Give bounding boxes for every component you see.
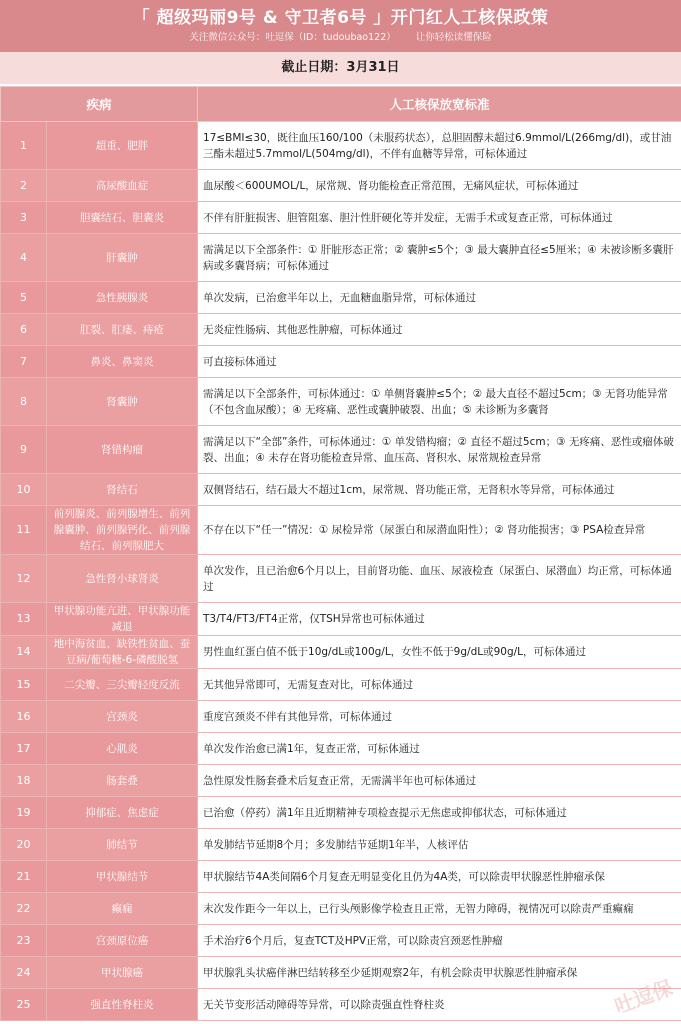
table-header-row [1, 87, 681, 122]
row-number: 8 [1, 378, 47, 426]
relaxed-standard: 需满足以下全部条件：① 肝脏形态正常；② 囊肿≤5个；③ 最大囊肿直径≤5厘米；④ 未被诊断多囊肝病或多囊肾病；可标体通过 [198, 234, 681, 282]
table-row [1, 234, 681, 282]
disease-name: 癫痫 [47, 893, 198, 925]
header [0, 0, 681, 52]
relaxed-standard: 已治愈（停药）满1年且近期精神专项检查提示无焦虑或抑郁状态，可标体通过 [198, 797, 681, 829]
subtitle-slogan: 让你轻松读懂保险 [415, 32, 492, 43]
table-row [1, 765, 681, 797]
row-number: 5 [1, 282, 47, 314]
table-row [1, 989, 681, 1021]
row-number: 23 [1, 925, 47, 957]
row-number: 7 [1, 346, 47, 378]
row-number: 25 [1, 989, 47, 1021]
relaxed-standard: 手术治疗6个月后，复查TCT及HPV正常，可以除责宫颈恶性肿瘤 [198, 925, 681, 957]
header-disease: 疾病 [1, 87, 198, 122]
table-row [1, 282, 681, 314]
watermark-logo: 吐逗保 [611, 975, 676, 1019]
table-body [1, 122, 681, 1021]
table-row [1, 957, 681, 989]
row-number: 21 [1, 861, 47, 893]
disease-name: 肾结石 [47, 474, 198, 506]
relaxed-standard: 甲状腺结节4A类间隔6个月复查无明显变化且仍为4A类，可以除责甲状腺恶性肿瘤承保 [198, 861, 681, 893]
table-row [1, 122, 681, 170]
table-row [1, 893, 681, 925]
disease-name: 甲状腺功能亢进、甲状腺功能减退 [47, 603, 198, 636]
table-row [1, 925, 681, 957]
row-number: 16 [1, 701, 47, 733]
table-row [1, 636, 681, 669]
disease-name: 肾错构瘤 [47, 426, 198, 474]
disease-name: 强直性脊柱炎 [47, 989, 198, 1021]
disease-name: 地中海贫血、缺铁性贫血、蚕豆病/葡萄糖-6-磷酸脱氢 [47, 636, 198, 669]
table-row [1, 733, 681, 765]
page-title: 「 超级玛丽9号 & 守卫者6号 」开门红人工核保政策 [132, 8, 549, 28]
disease-name: 急性胰腺炎 [47, 282, 198, 314]
table-row [1, 314, 681, 346]
table-row [1, 555, 681, 603]
table-row [1, 378, 681, 426]
disease-name: 肝囊肿 [47, 234, 198, 282]
relaxed-standard: 男性血红蛋白值不低于10g/dL或100g/L，女性不低于9g/dL或90g/L，可标体通过 [198, 636, 681, 669]
row-number: 18 [1, 765, 47, 797]
row-number: 20 [1, 829, 47, 861]
row-number: 6 [1, 314, 47, 346]
relaxed-standard: 单次发作治愈已满1年，复查正常，可标体通过 [198, 733, 681, 765]
relaxed-standard: 重度宫颈炎不伴有其他异常，可标体通过 [198, 701, 681, 733]
disease-name: 抑郁症、焦虑症 [47, 797, 198, 829]
disease-name: 甲状腺结节 [47, 861, 198, 893]
table-row [1, 797, 681, 829]
table-row [1, 474, 681, 506]
disease-name: 肺结节 [47, 829, 198, 861]
row-number: 11 [1, 506, 47, 555]
relaxed-standard: 双侧肾结石，结石最大不超过1cm，尿常规、肾功能正常，无肾积水等异常，可标体通过 [198, 474, 681, 506]
table-row [1, 170, 681, 202]
row-number: 13 [1, 603, 47, 636]
row-number: 4 [1, 234, 47, 282]
relaxed-standard: 无炎症性肠病、其他恶性肿瘤，可标体通过 [198, 314, 681, 346]
relaxed-standard: 17≤BMI≤30，既往血压160/100（未服药状态），总胆固醇未超过6.9mmol/L(266mg/dl)，或甘油三酯未超过5.7mmol/L(504mg/dl)，不伴有血糖等异常，可标体通过 [198, 122, 681, 170]
disease-name: 鼻炎、鼻窦炎 [47, 346, 198, 378]
relaxed-standard: T3/T4/FT3/FT4正常，仅TSH异常也可标体通过 [198, 603, 681, 636]
table-row [1, 861, 681, 893]
relaxed-standard: 需满足以下“全部”条件，可标体通过：① 单发错构瘤；② 直径不超过5cm；③ 无疼痛、恶性或瘤体破裂、出血；④ 未存在肾功能检查异常、血压高、肾积水、尿常规检查异常 [198, 426, 681, 474]
disease-name: 肛裂、肛瘘、痔疮 [47, 314, 198, 346]
disease-name: 心肌炎 [47, 733, 198, 765]
row-number: 2 [1, 170, 47, 202]
disease-name: 宫颈原位癌 [47, 925, 198, 957]
relaxed-standard: 无其他异常即可，无需复查对比，可标体通过 [198, 669, 681, 701]
relaxed-standard: 血尿酸＜600UMOL/L，尿常规、肾功能检查正常范围，无痛风症状，可标体通过 [198, 170, 681, 202]
relaxed-standard: 无关节变形活动障碍等异常，可以除责强直性脊柱炎 [198, 989, 681, 1021]
relaxed-standard: 甲状腺乳头状癌伴淋巴结转移至少延期观察2年，有机会除责甲状腺恶性肿瘤承保 [198, 957, 681, 989]
table-row [1, 202, 681, 234]
row-number: 9 [1, 426, 47, 474]
underwriting-table [0, 86, 681, 1021]
relaxed-standard: 单发肺结节延期8个月；多发肺结节延期1年半，人核评估 [198, 829, 681, 861]
row-number: 14 [1, 636, 47, 669]
disease-name: 肾囊肿 [47, 378, 198, 426]
table-row [1, 669, 681, 701]
deadline-banner: 截止日期：3月31日 [0, 52, 681, 86]
disease-name: 超重、肥胖 [47, 122, 198, 170]
disease-name: 宫颈炎 [47, 701, 198, 733]
row-number: 22 [1, 893, 47, 925]
disease-name: 急性肾小球肾炎 [47, 555, 198, 603]
relaxed-standard: 需满足以下全部条件，可标体通过：① 单侧肾囊肿≤5个；② 最大直径不超过5cm；③ 无肾功能异常（不包含血尿酸）；④ 无疼痛、恶性或囊肿破裂、出血；⑤ 未诊断为多囊肾 [198, 378, 681, 426]
row-number: 1 [1, 122, 47, 170]
relaxed-standard: 单次发病，已治愈半年以上，无血糖血脂异常，可标体通过 [198, 282, 681, 314]
relaxed-standard: 末次发作距今一年以上，已行头颅影像学检查且正常，无智力障碍，视情况可以除责严重癫痫 [198, 893, 681, 925]
disease-name: 二尖瓣、三尖瓣轻度反流 [47, 669, 198, 701]
table-row [1, 603, 681, 636]
row-number: 24 [1, 957, 47, 989]
relaxed-standard: 不存在以下“任一”情况：① 尿检异常（尿蛋白和尿潜血阳性）；② 肾功能损害；③ PSA检查异常 [198, 506, 681, 555]
relaxed-standard: 单次发作，且已治愈6个月以上，目前肾功能、血压、尿液检查（尿蛋白、尿潜血）均正常，可标体通过 [198, 555, 681, 603]
disease-name: 前列腺炎、前列腺增生、前列腺囊肿、前列腺钙化、前列腺结石、前列腺肥大 [47, 506, 198, 555]
row-number: 10 [1, 474, 47, 506]
relaxed-standard: 可直接标体通过 [198, 346, 681, 378]
table-row [1, 506, 681, 555]
relaxed-standard: 不伴有肝脏损害、胆管阻塞、胆汁性肝硬化等并发症，无需手术或复查正常，可标体通过 [198, 202, 681, 234]
disease-name: 甲状腺癌 [47, 957, 198, 989]
table-row [1, 346, 681, 378]
row-number: 15 [1, 669, 47, 701]
disease-name: 肠套叠 [47, 765, 198, 797]
table-row [1, 426, 681, 474]
relaxed-standard: 急性原发性肠套叠术后复查正常，无需满半年也可标体通过 [198, 765, 681, 797]
subtitle-wechat: 关注微信公众号：吐逗保（ID：tudoubao122） [189, 32, 396, 43]
table-row [1, 829, 681, 861]
row-number: 17 [1, 733, 47, 765]
header-standard: 人工核保放宽标准 [198, 87, 681, 122]
subtitle [0, 30, 681, 46]
row-number: 19 [1, 797, 47, 829]
row-number: 12 [1, 555, 47, 603]
disease-name: 高尿酸血症 [47, 170, 198, 202]
table-row [1, 701, 681, 733]
row-number: 3 [1, 202, 47, 234]
disease-name: 胆囊结石、胆囊炎 [47, 202, 198, 234]
